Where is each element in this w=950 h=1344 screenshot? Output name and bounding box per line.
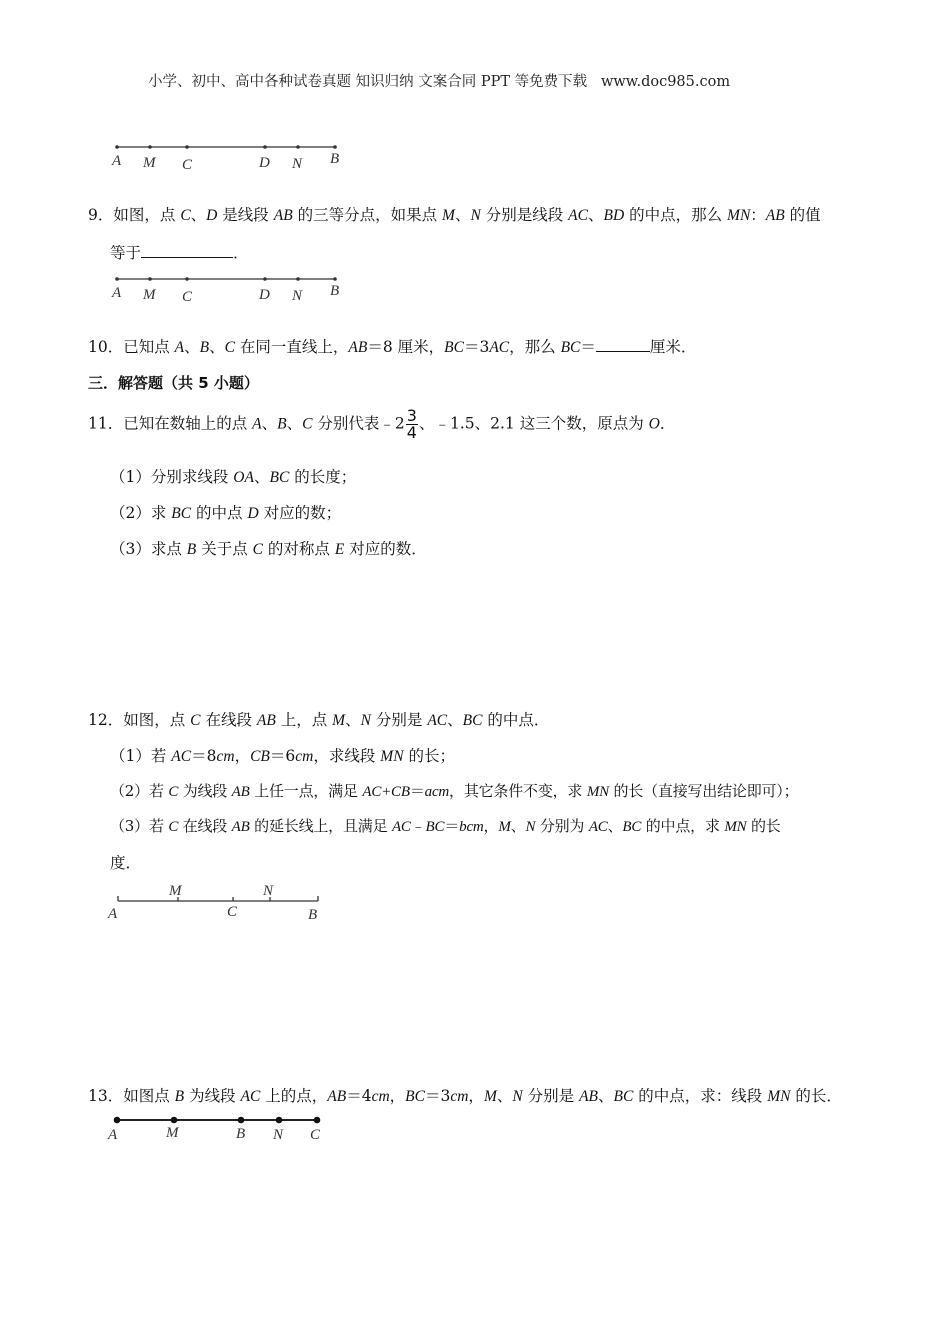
- question-9-line2: 等于 ．: [110, 244, 249, 262]
- figure-top-segment: [110, 140, 350, 176]
- fraction-3-4: $\frac{3}{4}$: [406, 406, 417, 442]
- question-10: 10．已知点 A、B、C 在同一直线上，AB＝8 厘米，BC＝3AC，那么 BC＝ 厘米．: [88, 338, 697, 356]
- question-11-part-3: （3）求点 B 关于点 C 的对称点 E 对应的数．: [110, 540, 427, 558]
- figure-q12-segment: [108, 880, 328, 924]
- label-C: C: [182, 289, 193, 305]
- page-header: [148, 70, 730, 91]
- question-11: 11．已知在数轴上的点 A、B、C 分别代表﹣2 $\frac{3}{4}$ 、﹣1.5、2.1 这三个数，原点为 O．: [88, 406, 676, 442]
- label-B: B: [236, 1126, 246, 1142]
- label-N: N: [263, 883, 274, 899]
- header-text: 小学、初中、高中各种试卷真题 知识归纳 文案合同 PPT 等免费下载: [148, 74, 588, 90]
- label-A: A: [108, 906, 118, 922]
- figure-q13-segment: [108, 1112, 338, 1148]
- label-M: M: [169, 883, 182, 899]
- label-B: B: [330, 151, 340, 167]
- question-12-part-2: （2）若 C 为线段 AB 上任一点，满足 AC+CB＝acm，其它条件不变，求 MN 的长（直接写出结论即可）；: [110, 782, 799, 800]
- label-D: D: [259, 287, 270, 303]
- label-M: M: [143, 155, 156, 171]
- question-11-part-1: （1）分别求线段 OA、BC 的长度；: [110, 468, 357, 486]
- label-N: N: [292, 156, 303, 172]
- label-N: N: [292, 288, 303, 304]
- question-11-part-2: （2）求 BC 的中点 D 对应的数；: [110, 504, 342, 522]
- label-M: M: [143, 287, 156, 303]
- question-12-part-3: （3）若 C 在线段 AB 的延长线上，且满足 AC﹣BC＝bcm，M、N 分别为 AC、BC 的中点，求 MN 的长: [110, 817, 781, 835]
- figure-q9-segment: [110, 272, 350, 308]
- label-C: C: [310, 1127, 321, 1143]
- label-B: B: [330, 283, 340, 299]
- label-C: C: [182, 157, 193, 173]
- label-N: N: [273, 1127, 284, 1143]
- answer-blank-10[interactable]: [596, 337, 650, 352]
- question-9: 9．如图，点 C、D 是线段 AB 的三等分点，如果点 M、N 分别是线段 AC、BD 的中点，那么 MN：AB 的值: [88, 206, 821, 224]
- label-C: C: [227, 904, 238, 920]
- question-12-part-3-line2: 度．: [110, 854, 142, 872]
- label-D: D: [259, 155, 270, 171]
- header-url: www.doc985.com: [600, 74, 731, 90]
- label-M: M: [166, 1125, 179, 1141]
- answer-blank-9[interactable]: [141, 243, 233, 258]
- label-A: A: [112, 153, 122, 169]
- label-B: B: [308, 907, 318, 923]
- section-title-3: 三．解答题（共 5 小题）: [88, 374, 259, 392]
- label-A: A: [108, 1127, 118, 1143]
- label-A: A: [112, 285, 122, 301]
- question-12-part-1: （1）若 AC＝8cm，CB＝6cm，求线段 MN 的长；: [110, 747, 455, 765]
- question-13: 13．如图点 B 为线段 AC 上的点，AB＝4cm，BC＝3cm，M、N 分别是 AB、BC 的中点，求：线段 MN 的长．: [88, 1087, 842, 1105]
- question-12: 12．如图，点 C 在线段 AB 上，点 M、N 分别是 AC、BC 的中点．: [88, 711, 550, 729]
